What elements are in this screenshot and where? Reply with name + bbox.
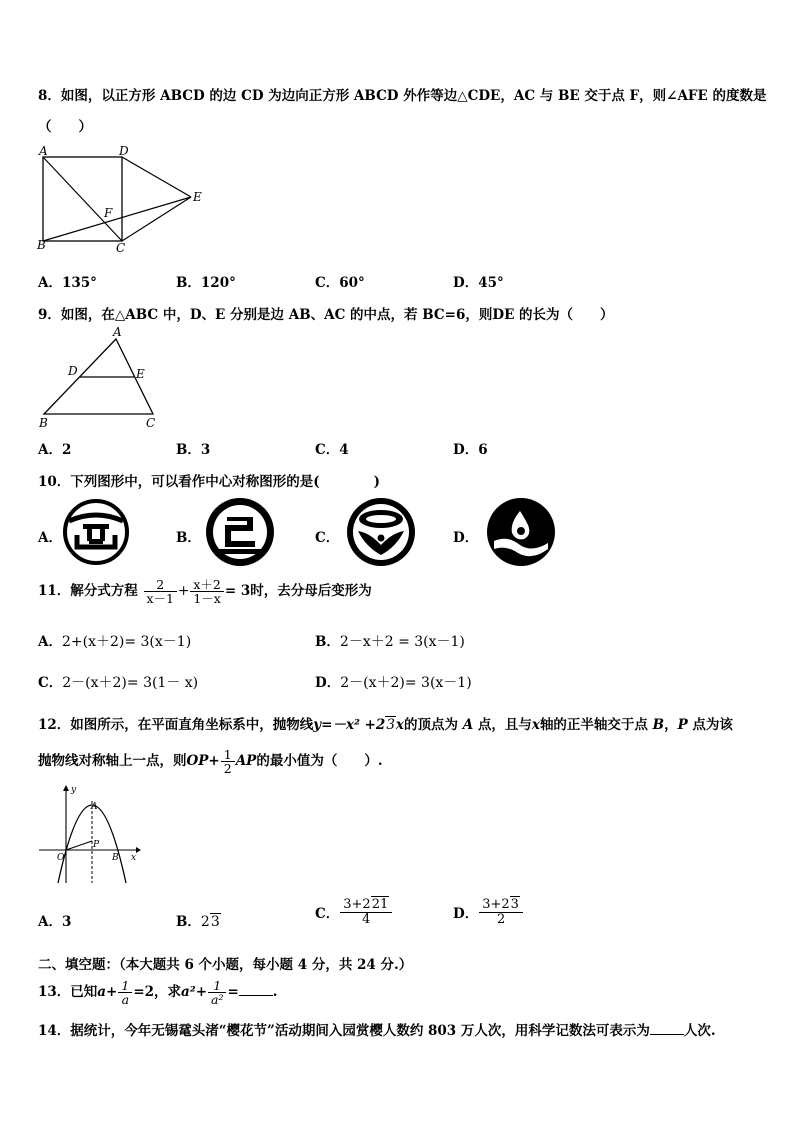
q11-option-c[interactable]: C．2－(x＋2)= 3(1－ x) (38, 675, 199, 691)
q9-option-d[interactable]: D．6 (453, 442, 488, 458)
section-2-heading: 二、填空题：（本大题共 6 个小题，每小题 4 分，共 24 分.） (38, 957, 413, 973)
q8-answer-paren: （ ） (38, 119, 92, 135)
q13-answer-blank[interactable] (239, 994, 273, 996)
q8-option-a[interactable]: A．135° (38, 275, 97, 291)
q8-label-c: C (116, 241, 126, 255)
q8-stem: 8．如图，以正方形 ABCD 的边 CD 为边向正方形 ABCD 外作等边△CDE，AC 与 BE 交于点 F，则∠AFE 的度数是 (38, 88, 767, 104)
q12-half-fraction: $\frac{1}{2}$ (221, 748, 235, 775)
q9-option-b[interactable]: B．3 (176, 442, 211, 458)
q12-label-x: x (131, 853, 137, 863)
q11-option-b[interactable]: B．2－x＋2 = 3(x－1) (315, 634, 465, 650)
q12-option-b[interactable]: B．23 (176, 914, 220, 930)
q8-option-d[interactable]: D．45° (453, 275, 504, 291)
q11-fraction-1: $\frac{2}{x-1}$ (144, 578, 178, 605)
q12-line1: 12．如图所示，在平面直角坐标系中，抛物线y=－x² +23x的顶点为 A 点，且与x轴的正半轴交于点 B，P 点为该 (38, 717, 733, 733)
q8-label-b: B (37, 238, 46, 252)
q9-figure (36, 323, 160, 431)
q9-label-e: E (136, 367, 145, 381)
q10-stem: 10．下列图形中，可以看作中心对称图形的是( ) (38, 474, 381, 490)
q8-label-a: A (39, 144, 48, 158)
q11-stem-post: = 3时，去分母后变形为 (224, 583, 372, 600)
q12-option-c[interactable]: C． $\frac{3+221}{4}$ (315, 898, 393, 926)
q9-option-a[interactable]: A．2 (38, 442, 72, 458)
q10-option-a[interactable]: A． (38, 530, 62, 546)
q11-fraction-2: $\frac{x+2}{1-x}$ (190, 578, 224, 605)
q14-stem: 14．据统计，今年无锡鼋头渚“樱花节”活动期间入园赏樱人数约 803 万人次，用科学记数法可表示为 人次. (38, 1023, 716, 1039)
q12-option-d[interactable]: D． $\frac{3+23}{2}$ (453, 898, 524, 926)
q8-figure (36, 143, 208, 257)
q9-label-a: A (113, 325, 122, 339)
q13-fraction-2: $\frac{1}{\text{a²}}$ (208, 979, 226, 1006)
q8-label-f: F (104, 206, 113, 220)
q8-option-b[interactable]: B．120° (176, 275, 236, 291)
q10-emblem-d-icon (486, 497, 556, 567)
q8-option-c[interactable]: C．60° (315, 275, 365, 291)
q12-option-a[interactable]: A．3 (38, 914, 72, 930)
q9-label-b: B (39, 416, 48, 430)
q8-label-e: E (193, 190, 202, 204)
q12-graph (36, 783, 144, 887)
q8-label-d: D (119, 144, 129, 158)
q12-label-p: P (93, 840, 100, 850)
q10-emblem-c-icon (346, 497, 416, 567)
q12-label-y: y (71, 785, 77, 795)
q12-line2: 抛物线对称轴上一点，则OP+ $\frac{1}{2}$ AP的最小值为（ ）. (38, 747, 383, 777)
q11-stem-pre: 11．解分式方程 (38, 583, 138, 600)
q9-stem: 9．如图，在△ABC 中，D、E 分别是边 AB、AC 的中点，若 BC=6，则DE 的长为（ ） (38, 307, 614, 323)
q12-label-o: O (57, 853, 65, 863)
q13-fraction-1: $\frac{1}{a}$ (118, 979, 132, 1006)
q10-emblem-b-icon (205, 497, 275, 567)
q10-option-b[interactable]: B． (176, 530, 201, 546)
q10-option-d[interactable]: D． (453, 530, 479, 546)
q10-emblem-a-icon (63, 499, 129, 565)
q12-label-a: A (91, 802, 98, 812)
q9-label-d: D (68, 364, 78, 378)
q14-answer-blank[interactable] (650, 1033, 684, 1035)
q9-option-c[interactable]: C．4 (315, 442, 349, 458)
q12-label-b: B (112, 853, 119, 863)
q10-option-c[interactable]: C． (315, 530, 340, 546)
q9-label-c: C (146, 416, 156, 430)
q11-option-d[interactable]: D．2－(x＋2)= 3(x－1) (315, 675, 472, 691)
q11-stem (38, 578, 372, 605)
q11-option-a[interactable]: A．2+(x＋2)= 3(x－1) (38, 634, 192, 650)
q11-plus: + (178, 583, 190, 600)
q13-stem: 13．已知a+ $\frac{1}{a}$ =2，求a²+ $\frac{1}{\text{a²}}$ = . (38, 978, 278, 1008)
